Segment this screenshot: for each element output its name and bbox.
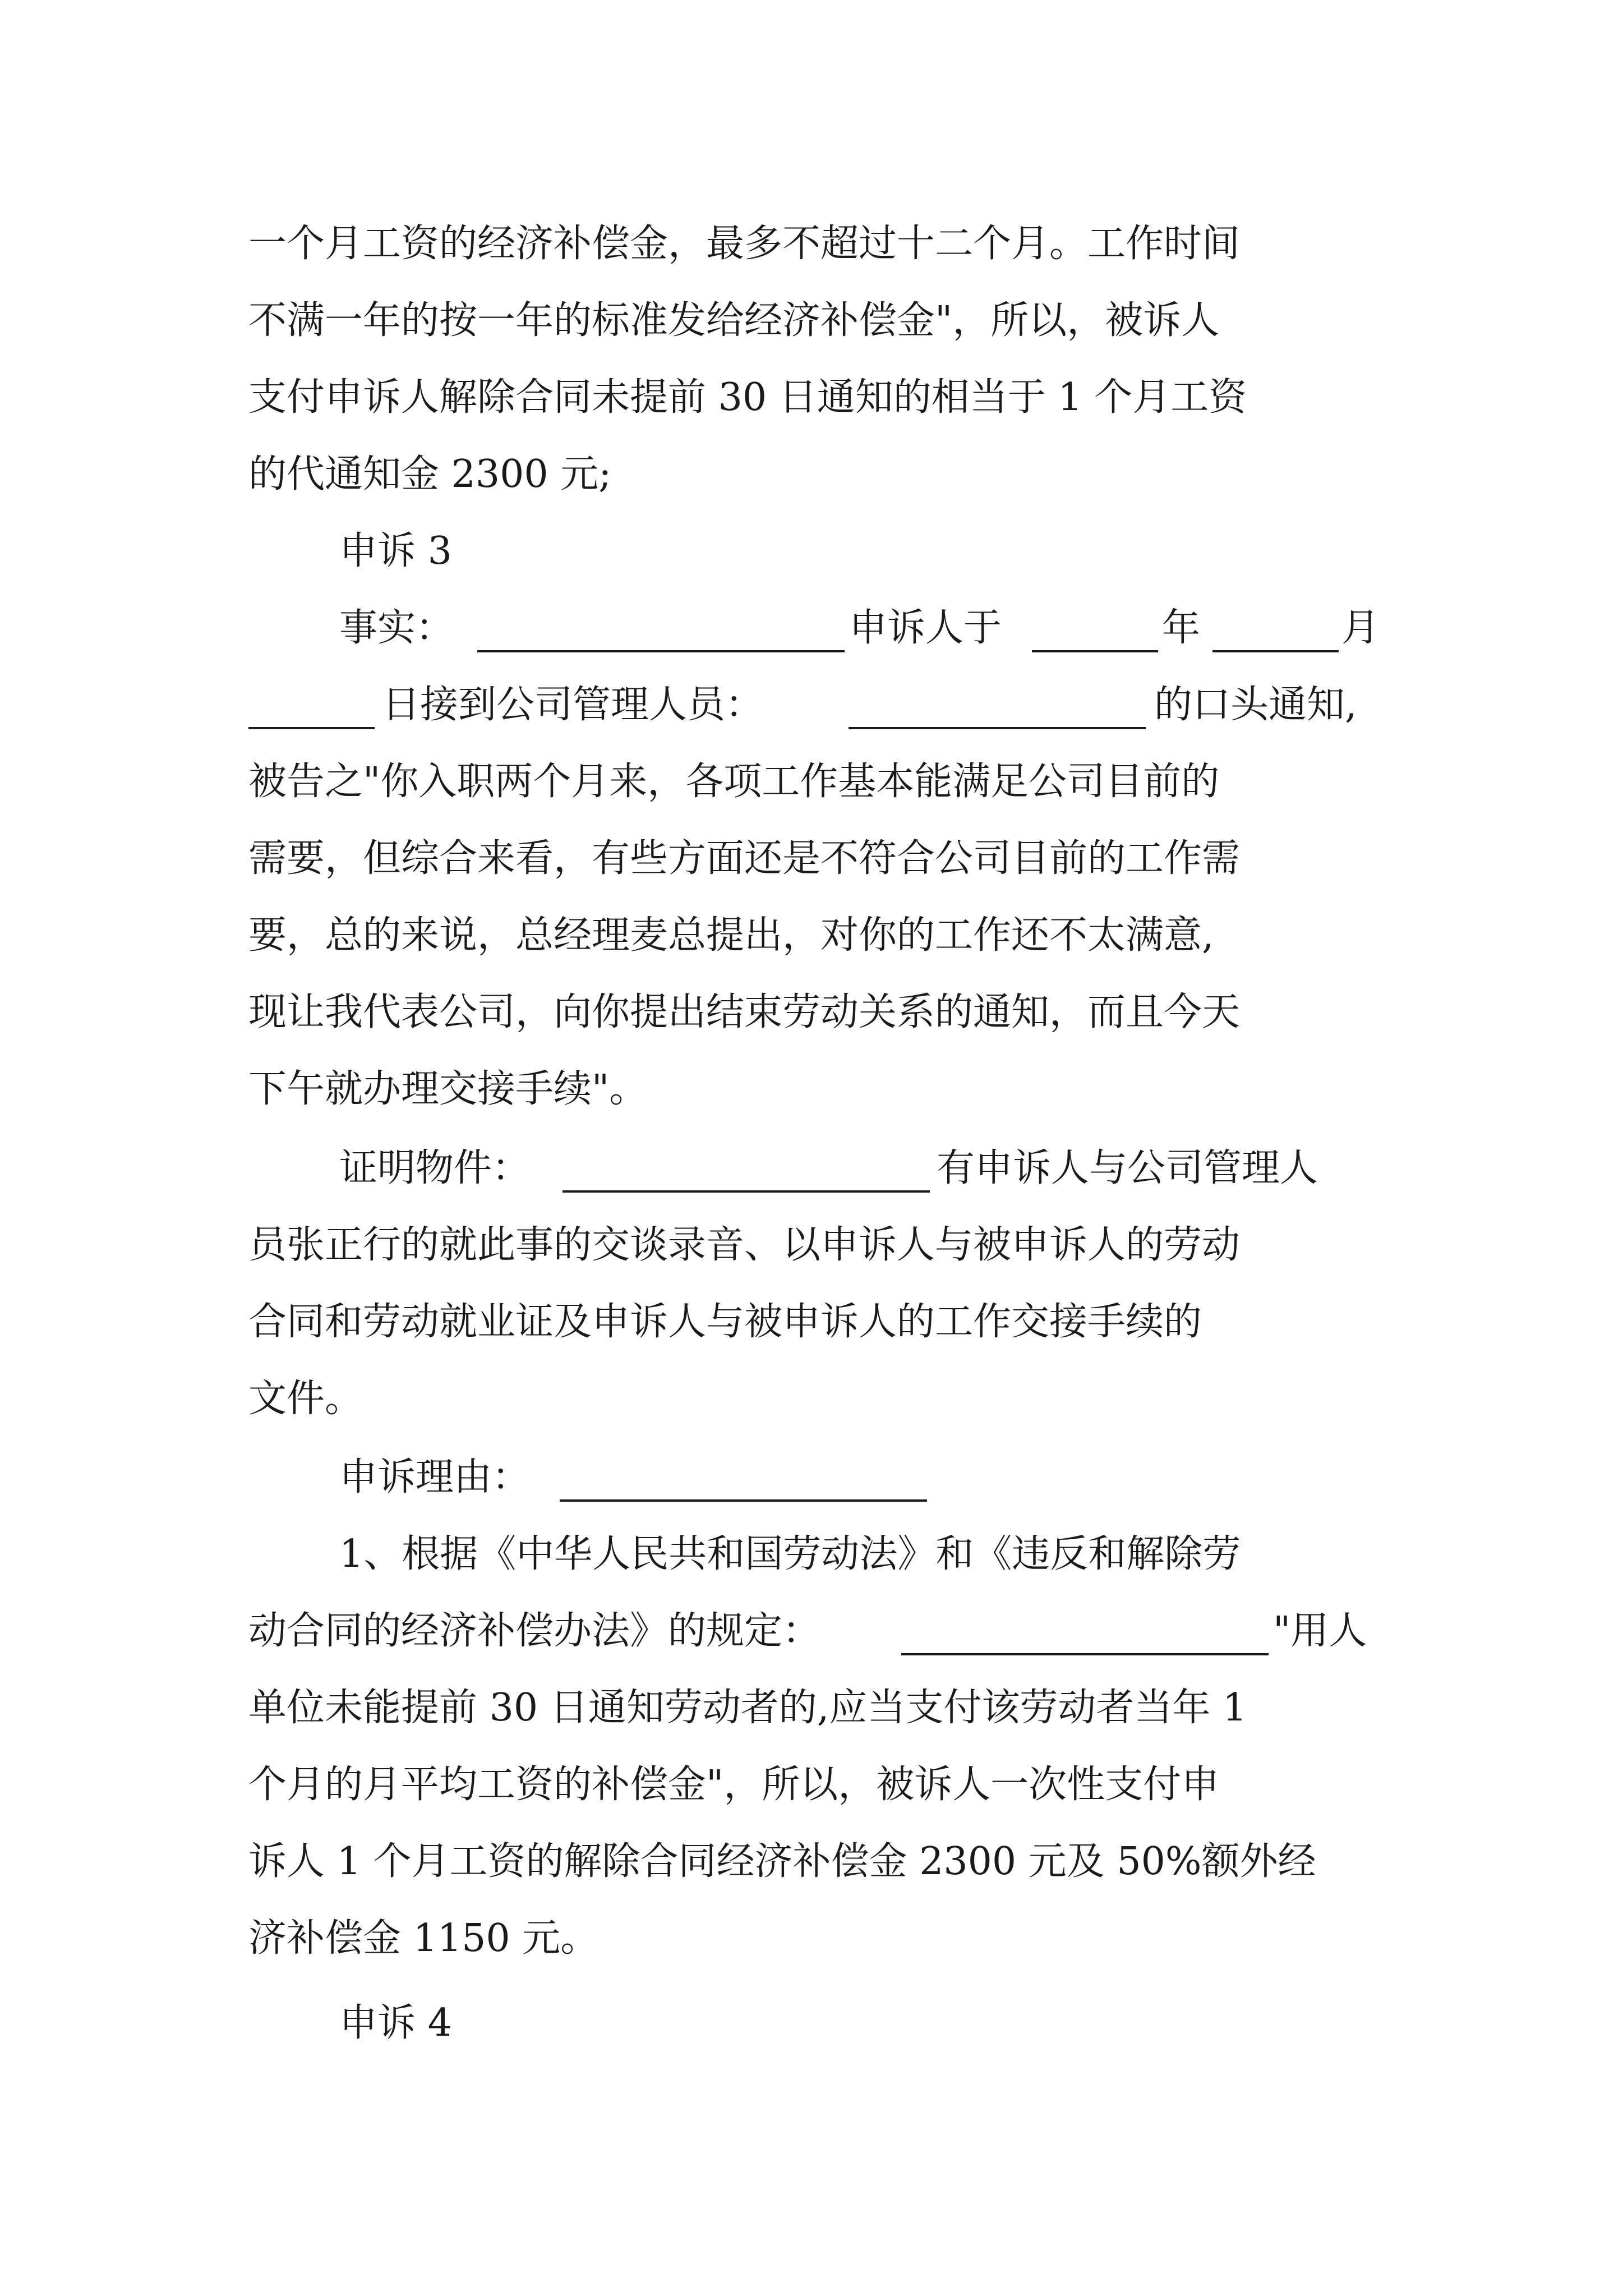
paragraph-text: 需要，但综合来看，有些方面还是不符合公司目前的工作需 [248, 836, 1241, 881]
manager-blank-field [849, 652, 1146, 729]
paragraph-text: 员张正行的就此事的交谈录音、以申诉人与被申诉人的劳动 [248, 1223, 1241, 1267]
paragraph-text: 单位未能提前 30 日通知劳动者的,应当支付该劳动者当年 1 [248, 1686, 1247, 1730]
paragraph-text: 下午就办理交接手续"。 [248, 1067, 648, 1111]
text-line [0, 897, 1623, 974]
fact-text: 日接到公司管理人员： [382, 683, 764, 727]
fact-label: 事实： [339, 606, 454, 650]
evidence-text: 有申诉人与公司管理人 [937, 1146, 1318, 1190]
fact-text: 的口头通知, [1154, 683, 1357, 727]
month-blank-field [1212, 575, 1339, 652]
fact-text: 申诉人于 [849, 606, 1002, 650]
text-line [0, 743, 1623, 821]
text-line [0, 1746, 1623, 1824]
reason-label: 申诉理由： [339, 1455, 531, 1499]
fact-line [0, 666, 1623, 744]
paragraph-text: 文件。 [248, 1377, 363, 1421]
paragraph-text: 诉人 1 个月工资的解除合同经济补偿金 2300 元及 50%额外经 [248, 1839, 1316, 1884]
paragraph-text: 不满一年的按一年的标准发给经济补偿金"，所以，被诉人 [248, 298, 1220, 343]
paragraph-text: 济补偿金 1150 元。 [248, 1916, 599, 1961]
text-line [0, 205, 1623, 283]
year-blank-field [1032, 575, 1158, 652]
text-line [0, 359, 1623, 436]
paragraph-text: 现让我代表公司，向你提出结束劳动关系的通知，而且今天 [248, 990, 1241, 1034]
paragraph-text: "用人 [1273, 1609, 1367, 1653]
text-line [0, 1823, 1623, 1901]
fact-line [0, 590, 1623, 667]
paragraph-text: 被告之"你入职两个月来，各项工作基本能满足公司目前的 [248, 760, 1220, 804]
heading-text: 申诉 4 [339, 2001, 452, 2045]
blank-field [562, 1115, 930, 1193]
paragraph-text: 一个月工资的经济补偿金，最多不超过十二个月。工作时间 [248, 222, 1241, 266]
text-line [0, 1669, 1623, 1747]
reason-line [0, 1439, 1623, 1516]
blank-field [477, 575, 845, 652]
evidence-line [0, 1130, 1623, 1207]
year-text: 年 [1162, 606, 1201, 650]
heading-text: 申诉 3 [339, 529, 452, 573]
paragraph-text: 的代通知金 2300 元; [248, 452, 612, 496]
text-line [0, 282, 1623, 360]
day-blank-field [248, 652, 375, 729]
text-line [0, 1900, 1623, 1977]
paragraph-text: 1、根据《中华人民共和国劳动法》和《违反和解除劳 [339, 1532, 1241, 1576]
blank-field [560, 1424, 927, 1502]
paragraph-text: 要，总的来说，总经理麦总提出，对你的工作还不太满意, [248, 913, 1214, 958]
section-heading [0, 1985, 1623, 2062]
paragraph-text: 动合同的经济补偿办法》的规定： [248, 1609, 821, 1653]
month-text: 月 [1341, 606, 1380, 650]
evidence-label: 证明物件： [339, 1146, 531, 1190]
text-line [0, 1593, 1623, 1670]
text-line [0, 436, 1623, 513]
text-line [0, 820, 1623, 898]
text-line [0, 974, 1623, 1051]
text-line [0, 1283, 1623, 1361]
text-line [0, 1516, 1623, 1593]
paragraph-text: 合同和劳动就业证及申诉人与被申诉人的工作交接手续的 [248, 1300, 1202, 1344]
text-line [0, 1207, 1623, 1284]
paragraph-text: 支付申诉人解除合同未提前 30 日通知的相当于 1 个月工资 [248, 375, 1247, 420]
paragraph-text: 个月的月平均工资的补偿金"，所以，被诉人一次性支付申 [248, 1763, 1220, 1807]
blank-field [901, 1578, 1269, 1655]
